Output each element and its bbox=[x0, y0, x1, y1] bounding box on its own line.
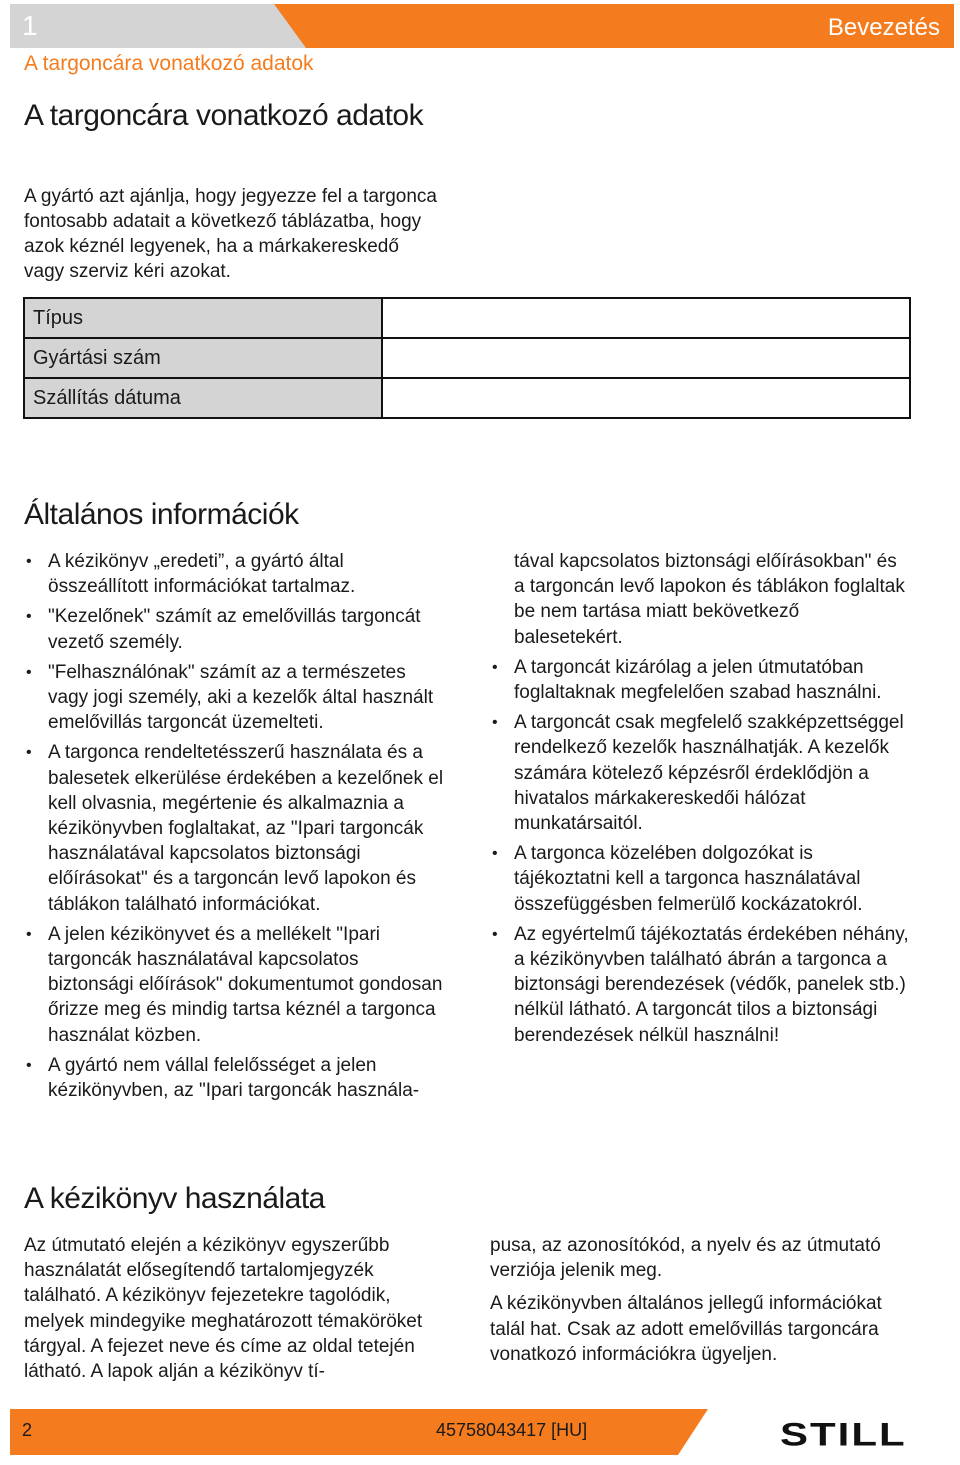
manual-usage-left-column bbox=[24, 1233, 444, 1392]
general-info-title: Általános információk bbox=[24, 498, 299, 531]
list-item: • A jelen kézikönyvet és a mellékelt "Ipari targoncák használatával kapcsolatos biztonsági előírások" dokumentumot gondosan őrizze meg és mindig tartsa kéznél a targonca használat közben. bbox=[24, 922, 444, 1048]
row-value-delivery-date[interactable] bbox=[382, 378, 910, 418]
manual-usage-right-column bbox=[490, 1233, 910, 1375]
row-label-serial: Gyártási szám bbox=[24, 338, 382, 378]
general-info-left-column bbox=[24, 549, 444, 1108]
manual-usage-right-paragraph: A kézikönyvben általános jellegű információkat talál hat. Csak az adott emelővillás targoncára vonatkozó információkra ügyeljen. bbox=[490, 1293, 882, 1365]
list-item: • A targoncát kizárólag a jelen útmutatóban foglaltaknak megfelelően szabad használni. bbox=[490, 655, 910, 705]
list-item: • A targonca közelében dolgozókat is tájékoztatni kell a targonca használatával összefüggésben felmerülő kockázatokról. bbox=[490, 841, 910, 917]
chapter-number: 1 bbox=[22, 10, 38, 41]
truck-data-intro: A gyártó azt ajánlja, hogy jegyezze fel a targonca fontosabb adatait a következő táblázatba, hogy azok kéznél legyenek, ha a márkakereskedő vagy szerviz kéri azokat. bbox=[24, 186, 437, 282]
page-subtitle: A targoncára vonatkozó adatok bbox=[24, 52, 314, 75]
general-info-left-list bbox=[24, 549, 444, 1103]
still-logo bbox=[780, 1420, 952, 1461]
general-info-right-list bbox=[490, 655, 910, 1048]
truck-data-table bbox=[23, 297, 911, 419]
manual-usage-title: A kézikönyv használata bbox=[24, 1182, 325, 1215]
manual-usage-right-paragraph: pusa, az azonosítókód, a nyelv és az útmutató verziója jelenik meg. bbox=[490, 1235, 881, 1282]
general-info-right-column bbox=[490, 549, 910, 1053]
list-item: • "Kezelőnek" számít az emelővillás targoncát vezető személy. bbox=[24, 604, 444, 654]
row-value-type[interactable] bbox=[382, 298, 910, 338]
table-row bbox=[24, 338, 910, 378]
row-value-serial[interactable] bbox=[382, 338, 910, 378]
list-item: • A gyártó nem vállal felelősséget a jelen kézikönyvben, az "Ipari targoncák használa- bbox=[24, 1053, 444, 1103]
section-name: Bevezetés bbox=[827, 14, 940, 41]
document-id: 45758043417 [HU] bbox=[436, 1420, 588, 1440]
list-item: • Az egyértelmű tájékoztatás érdekében néhány, a kézikönyvben található ábrán a targonca a biztonsági berendezések (védők, panelek stb.) nélkül látható. A targoncát tilos a biztonsági berendezések nélkül használni! bbox=[490, 922, 910, 1048]
footer-accent-band bbox=[10, 1409, 708, 1455]
table-row bbox=[24, 298, 910, 338]
page-number: 2 bbox=[22, 1420, 33, 1440]
list-item: • A targonca rendeltetésszerű használata és a balesetek elkerülése érdekében a kezelőnek el kell olvasnia, megértenie és alkalmaznia a kézikönyvben foglaltakat, az "Ipari targoncák használatával kapcsolatos biztonsági előírásokat" és a targoncán levő lapokon és táblákon található információkat. bbox=[24, 740, 444, 916]
still-logo-icon bbox=[780, 1420, 952, 1456]
table-row bbox=[24, 378, 910, 418]
bullet-continuation: tával kapcsolatos biztonsági előírásokban" és a targoncán levő lapokon és táblákon foglaltak be nem tartása miatt bekövetkező balesetekért. bbox=[514, 551, 905, 648]
row-label-type: Típus bbox=[24, 298, 382, 338]
manual-usage-left-text: Az útmutató elején a kézikönyv egyszerűbb használatát elősegítendő tartalomjegyzék található. A kézikönyv fejezetekre tagolódik, melyek mindegyike meghatározott témaköröket tárgyal. A fejezet neve és címe az oldal tetején látható. A lapok alján a kézikönyv tí- bbox=[24, 1235, 423, 1383]
list-item: • "Felhasználónak" számít az a természetes vagy jogi személy, aki a kezelők által használt emelővillás targoncát üzemelteti. bbox=[24, 660, 444, 736]
list-item: • A targoncát csak megfelelő szakképzettséggel rendelkező kezelők használhatják. A kezelők számára kötelező képzésről érdeklődjön a hivatalos márkakereskedői hálózat munkatársaitól. bbox=[490, 710, 910, 836]
logo-text: STILL bbox=[780, 1420, 907, 1453]
row-label-delivery-date: Szállítás dátuma bbox=[24, 378, 382, 418]
truck-data-title: A targoncára vonatkozó adatok bbox=[24, 99, 424, 132]
list-item: • A kézikönyv „eredeti”, a gyártó által összeállított információkat tartalmaz. bbox=[24, 549, 444, 599]
page-header bbox=[10, 4, 954, 48]
